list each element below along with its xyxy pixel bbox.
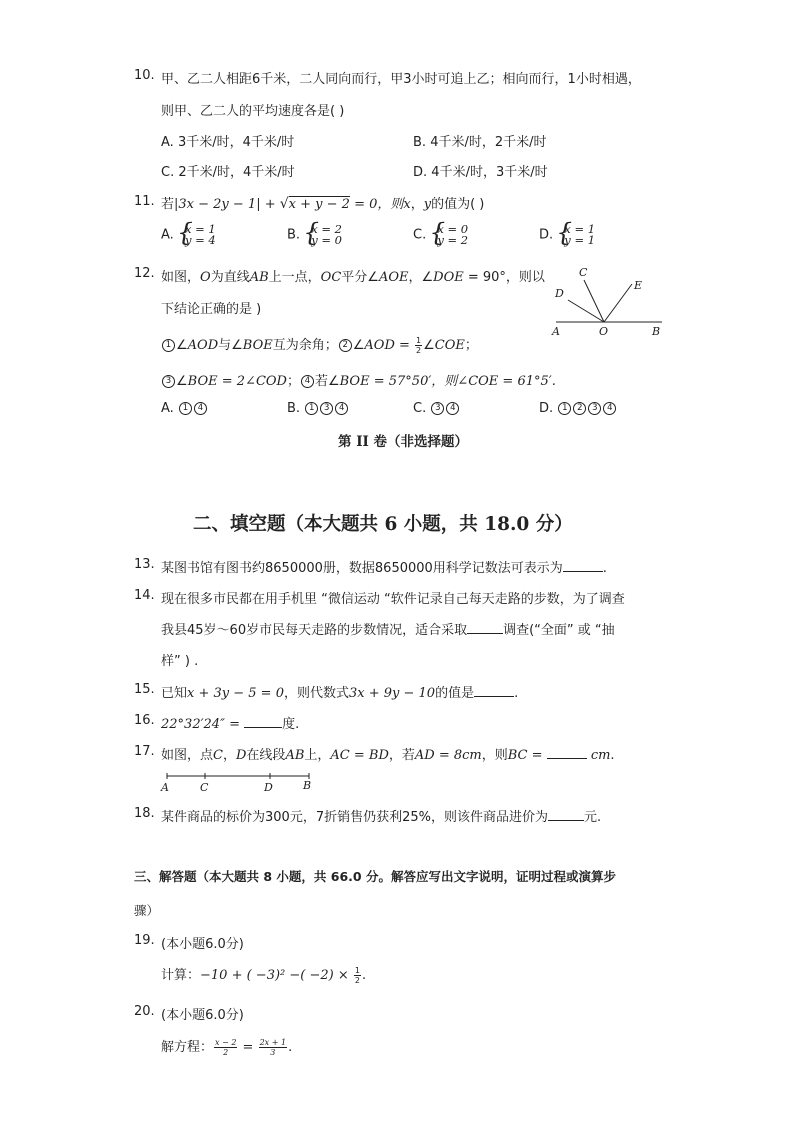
sqrt-sign: √ bbox=[279, 196, 289, 212]
q12-statements-3-4: 3 ∠BOE = 2∠COD； 4 若∠BOE = 57°50′，则∠COE = 61°5′. bbox=[161, 370, 556, 389]
fraction: $\frac{1}{2}$ bbox=[416, 336, 422, 355]
q16-number: 16. bbox=[134, 713, 155, 728]
q13-stem: 某图书馆有图书约8650000册，数据8650000用科学记数法可表示为 . bbox=[161, 561, 607, 576]
q19-body: 计算：−10 + ( −3)² −( −2) × $\frac{1}{2}$ . bbox=[161, 966, 367, 985]
q10-number: 10. bbox=[134, 68, 155, 83]
equation-system: { x = 2 y = 0 bbox=[304, 224, 342, 246]
q17-number: 17. bbox=[134, 744, 155, 759]
label-c: C bbox=[200, 781, 209, 794]
q15-number: 15. bbox=[134, 682, 155, 697]
label-e: E bbox=[634, 279, 643, 292]
q17-figure bbox=[158, 767, 318, 795]
label-d: D bbox=[555, 287, 564, 300]
answer-blank[interactable] bbox=[548, 808, 584, 821]
section-3-title: 三、解答题（本大题共 8 小题，共 66.0 分。解答应写出文字说明，证明过程或演算步 骤） bbox=[134, 869, 616, 918]
q10-line2: 则甲、乙二人的平均速度各是( ) bbox=[161, 104, 345, 119]
answer-blank[interactable] bbox=[244, 715, 282, 728]
q10-option-a: A. 3千米/时，4千米/时 bbox=[161, 135, 295, 150]
q18-number: 18. bbox=[134, 806, 155, 821]
q11-number: 11. bbox=[134, 194, 155, 209]
q19-score: (本小题6.0分) bbox=[161, 937, 244, 952]
q20-number: 20. bbox=[134, 1004, 155, 1019]
q12-line2: 下结论正确的是 ) bbox=[161, 302, 262, 317]
q12-line1: 如图，O为直线AB上一点，OC平分∠AOE，∠DOE = 90°，则以 bbox=[161, 270, 545, 285]
answer-blank[interactable] bbox=[474, 684, 514, 697]
q15-stem: 已知x + 3y − 5 = 0，则代数式3x + 9y − 10的值是 . bbox=[161, 686, 519, 701]
q17-stem: 如图，点C，D在线段AB上，AC = BD，若AD = 8cm，则BC = cm. bbox=[161, 748, 615, 763]
q11-option-d: D. { x = 1 y = 1 bbox=[539, 224, 595, 246]
q14-number: 14. bbox=[134, 588, 155, 603]
ray-oe bbox=[604, 284, 632, 322]
equation-system: { x = 1 y = 4 bbox=[178, 224, 216, 246]
q11-option-b: B. { x = 2 y = 0 bbox=[287, 224, 342, 246]
q12-option-b: B. 1 3 4 bbox=[287, 401, 349, 416]
q10-option-d: D. 4千米/时，3千米/时 bbox=[413, 165, 548, 180]
equation-system: { x = 0 y = 2 bbox=[430, 224, 468, 246]
q12-statements-1-2: 1 ∠AOD与∠BOE互为余角； 2 ∠AOD = $\frac{1}{2}$ ∠COE； bbox=[161, 334, 478, 355]
q18-stem: 某件商品的标价为300元，7折销售仍获利25%，则该件商品进价为 元. bbox=[161, 810, 602, 825]
q11-option-a: A. { x = 1 y = 4 bbox=[161, 224, 216, 246]
q14-line3: 样” ) . bbox=[161, 654, 199, 669]
label-b: B bbox=[303, 779, 312, 792]
fraction: $\frac{1}{2}$ bbox=[354, 966, 360, 985]
q11-stem: 若|3x − 2y − 1| + √x + y − 2 = 0，则x，y的值为( ) bbox=[161, 196, 485, 212]
q12-figure bbox=[546, 262, 671, 340]
equation-system: { x = 1 y = 1 bbox=[557, 224, 595, 246]
fraction-right: $\frac{2x + 1}{3}$ bbox=[259, 1038, 287, 1057]
q20-body: 解方程： $\frac{x - 2}{2}$ = $\frac{2x + 1}{3}$ . bbox=[161, 1038, 293, 1057]
answer-blank[interactable] bbox=[563, 559, 603, 572]
label-a: A bbox=[552, 325, 560, 338]
q14-line2: 我县45岁～60岁市民每天走路的步数情况，适合采取 调查(“全面” 或 “抽 bbox=[161, 623, 615, 638]
label-a: A bbox=[161, 781, 169, 794]
q11-option-c: C. { x = 0 y = 2 bbox=[413, 224, 468, 246]
q12-option-d: D. 1 2 3 4 bbox=[539, 401, 617, 416]
answer-blank[interactable] bbox=[467, 621, 503, 634]
q13-number: 13. bbox=[134, 557, 155, 572]
q16-stem: 22°32′24″ = 度. bbox=[161, 717, 300, 732]
q12-option-a: A. 1 4 bbox=[161, 401, 208, 416]
q14-line1: 现在很多市民都在用手机里 “微信运动 “软件记录自己每天走路的步数，为了调查 bbox=[161, 592, 625, 607]
q10-option-b: B. 4千米/时，2千米/时 bbox=[413, 135, 547, 150]
label-d: D bbox=[264, 781, 273, 794]
label-c: C bbox=[579, 266, 588, 279]
q19-number: 19. bbox=[134, 933, 155, 948]
answer-blank[interactable] bbox=[547, 746, 587, 759]
q20-score: (本小题6.0分) bbox=[161, 1008, 244, 1023]
q10-option-c: C. 2千米/时，4千米/时 bbox=[161, 165, 295, 180]
label-b: B bbox=[652, 325, 661, 338]
volume-2-title: 第 II 卷（非选择题） bbox=[338, 434, 469, 450]
q12-option-c: C. 3 4 bbox=[413, 401, 460, 416]
fraction-left: $\frac{x - 2}{2}$ bbox=[215, 1038, 237, 1057]
q10-line1: 甲、乙二人相距6千米，二人同向而行，甲3小时可追上乙；相向而行，1小时相遇， bbox=[161, 72, 641, 87]
q12-number: 12. bbox=[134, 266, 155, 281]
label-o: O bbox=[599, 325, 609, 338]
section-2-title: 二、填空题（本大题共 6 小题，共 18.0 分） bbox=[193, 514, 573, 535]
